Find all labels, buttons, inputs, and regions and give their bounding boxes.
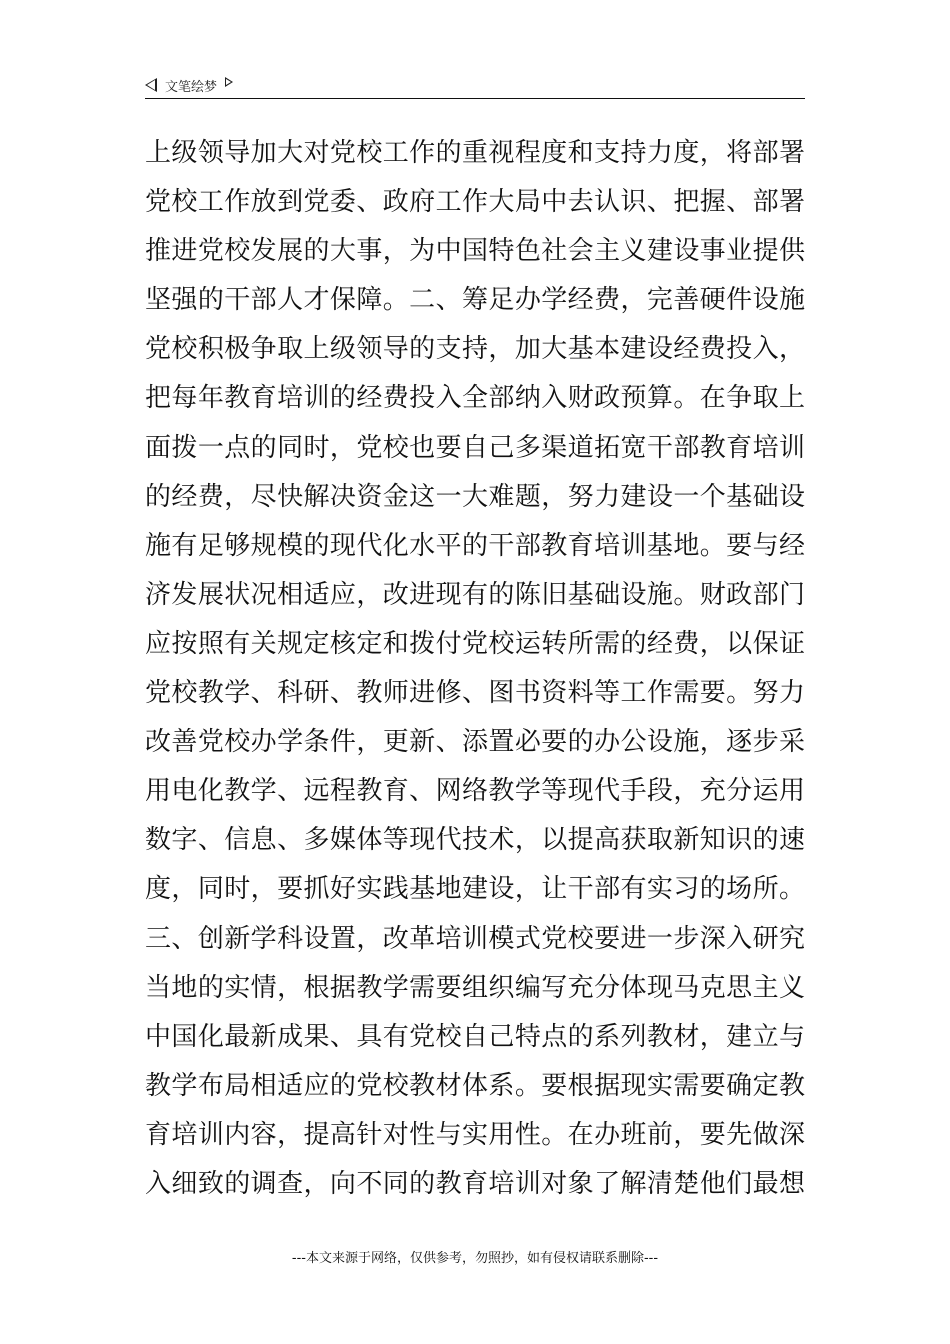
- text-line: 济发展状况相适应，改进现有的陈旧基础设施。财政部门: [145, 579, 805, 610]
- text-line: 度，同时，要抓好实践基地建设，让干部有实习的场所。: [145, 874, 805, 905]
- text-line: 育培训内容，提高针对性与实用性。在办班前，要先做深: [145, 1119, 805, 1150]
- document-body: [145, 129, 805, 1209]
- text-line: 面拨一点的同时，党校也要自己多渠道拓宽干部教育培训: [145, 432, 805, 463]
- text-line: 把每年教育培训的经费投入全部纳入财政预算。在争取上: [145, 383, 805, 414]
- header-divider: [145, 98, 805, 99]
- text-line: 施有足够规模的现代化水平的干部教育培训基地。要与经: [145, 530, 805, 561]
- right-triangle-icon: [225, 77, 233, 87]
- header-title: 文笔绘梦: [165, 79, 218, 95]
- text-line: 入细致的调查，向不同的教育培训对象了解清楚他们最想: [145, 1168, 805, 1199]
- text-line: 当地的实情，根据教学需要组织编写充分体现马克思主义: [145, 972, 805, 1003]
- footer-notice: ---本文来源于网络，仅供参考，勿照抄，如有侵权请联系删除---: [291, 1251, 659, 1266]
- text-line: 坚强的干部人才保障。二、筹足办学经费，完善硬件设施: [145, 285, 805, 316]
- text-line: 数字、信息、多媒体等现代技术，以提高获取新知识的速: [145, 825, 805, 856]
- text-line: 中国化最新成果、具有党校自己特点的系列教材，建立与: [145, 1021, 805, 1052]
- text-line: 党校教学、科研、教师进修、图书资料等工作需要。努力: [145, 678, 805, 709]
- text-line: 上级领导加大对党校工作的重视程度和支持力度，将部署: [145, 138, 805, 168]
- text-line: 应按照有关规定核定和拨付党校运转所需的经费，以保证: [145, 628, 805, 659]
- text-line: 用电化教学、远程教育、网络教学等现代手段，充分运用: [145, 776, 805, 807]
- text-line: 三、创新学科设置，改革培训模式党校要进一步深入研究: [145, 923, 805, 954]
- text-line: 推进党校发展的大事，为中国特色社会主义建设事业提供: [145, 236, 805, 267]
- page-header: [145, 74, 805, 96]
- left-triangle-icon: [145, 78, 157, 92]
- text-line: 的经费，尽快解决资金这一大难题，努力建设一个基础设: [145, 481, 805, 512]
- text-line: 党校积极争取上级领导的支持，加大基本建设经费投入，: [145, 334, 805, 365]
- text-line: 教学布局相适应的党校教材体系。要根据现实需要确定教: [145, 1070, 805, 1101]
- text-line: 改善党校办学条件，更新、添置必要的办公设施，逐步采: [145, 727, 805, 758]
- text-line: 党校工作放到党委、政府工作大局中去认识、把握、部署: [145, 187, 805, 218]
